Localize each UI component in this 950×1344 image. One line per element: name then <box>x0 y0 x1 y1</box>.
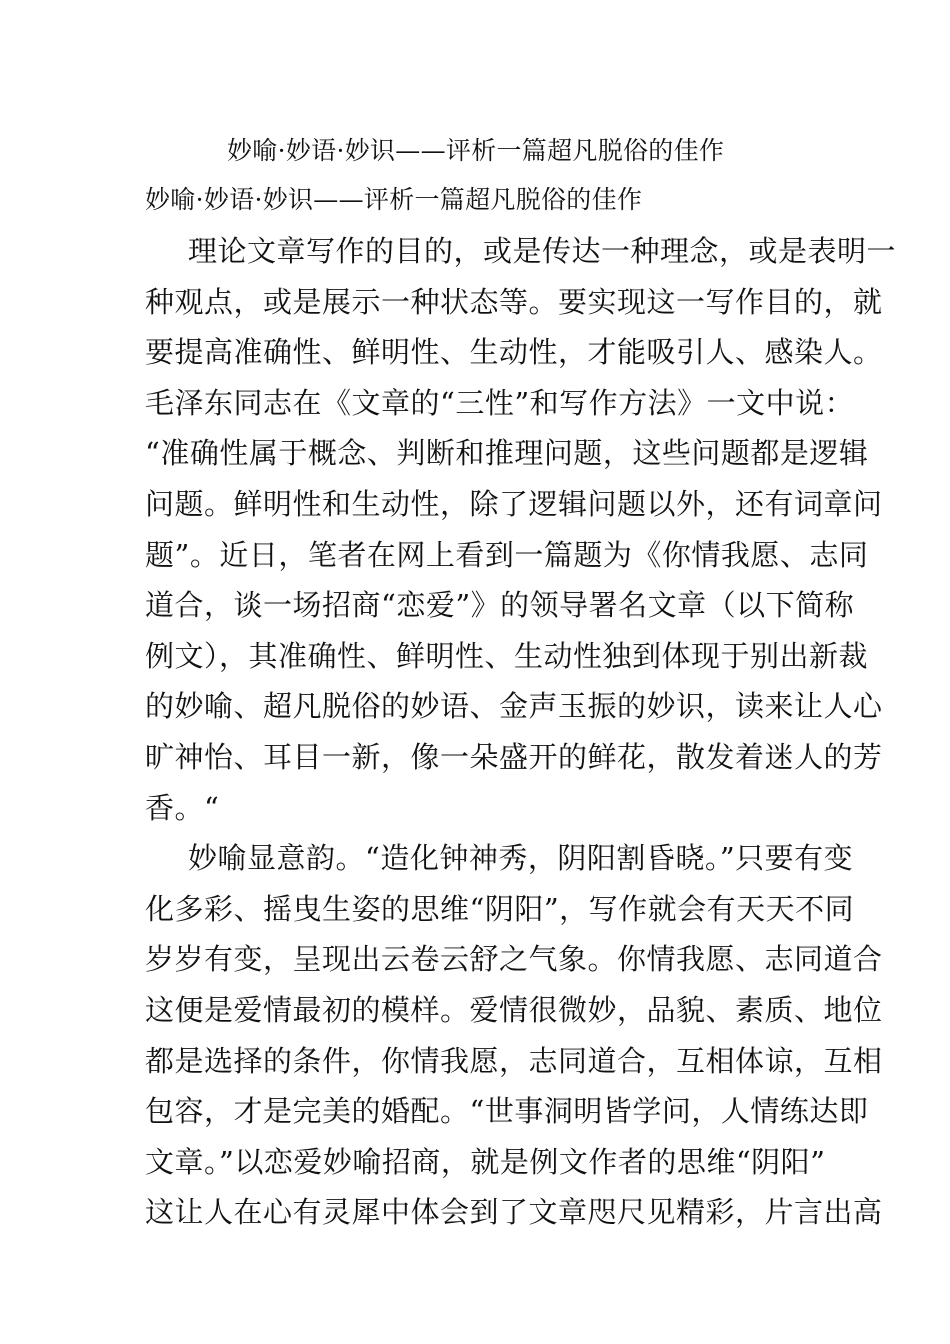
text-line: 旷神怡、耳目一新，像一朵盛开的鲜花，散发着迷人的芳 <box>145 739 883 774</box>
document-title: 妙喻·妙语·妙识——评析一篇超凡脱俗的佳作 <box>227 136 725 165</box>
document-subtitle: 妙喻·妙语·妙识——评析一篇超凡脱俗的佳作 <box>145 185 643 214</box>
text-line: “准确性属于概念、判断和推理问题，这些问题都是逻辑 <box>145 436 869 471</box>
text-line: 化多彩、摇曳生姿的思维“阴阳”，写作就会有天天不同 <box>145 891 855 926</box>
text-line: 这让人在心有灵犀中体会到了文章咫尺见精彩，片言出高 <box>145 1195 883 1230</box>
text-line: 包容，才是完美的婚配。“世事洞明皆学问，人情练达即 <box>145 1094 869 1129</box>
text-line: 题”。近日，笔者在网上看到一篇题为《你情我愿、志同 <box>145 537 869 572</box>
text-line: 文章。”以恋爱妙喻招商，就是例文作者的思维“阴阳” <box>145 1144 826 1179</box>
text-line: 这便是爱情最初的模样。爱情很微妙，品貌、素质、地位 <box>145 992 883 1027</box>
text-line: 要提高准确性、鲜明性、生动性，才能吸引人、感染人。 <box>145 335 883 370</box>
text-line: 都是选择的条件，你情我愿，志同道合，互相体谅，互相 <box>145 1043 883 1078</box>
text-line: 问题。鲜明性和生动性，除了逻辑问题以外，还有词章问 <box>145 486 883 521</box>
text-line: 香。“ <box>145 790 220 825</box>
text-line: 例文），其准确性、鲜明性、生动性独到体现于别出新裁 <box>145 638 869 673</box>
text-line: 岁岁有变，呈现出云卷云舒之气象。你情我愿、志同道合 <box>145 942 883 977</box>
text-line: 妙喻显意韵。“造化钟神秀，阴阳割昏晓。”只要有变 <box>188 841 854 876</box>
text-line: 毛泽东同志在《文章的“三性”和写作方法》一文中说： <box>145 385 855 420</box>
document-body <box>145 226 897 1238</box>
text-line: 的妙喻、超凡脱俗的妙语、金声玉振的妙识，读来让人心 <box>145 689 883 724</box>
text-line: 道合，谈一场招商“恋爱”》的领导署名文章（以下简称 <box>145 588 855 623</box>
text-line: 种观点，或是展示一种状态等。要实现这一写作目的，就 <box>145 284 883 319</box>
text-line: 理论文章写作的目的，或是传达一种理念，或是表明一 <box>188 234 897 268</box>
